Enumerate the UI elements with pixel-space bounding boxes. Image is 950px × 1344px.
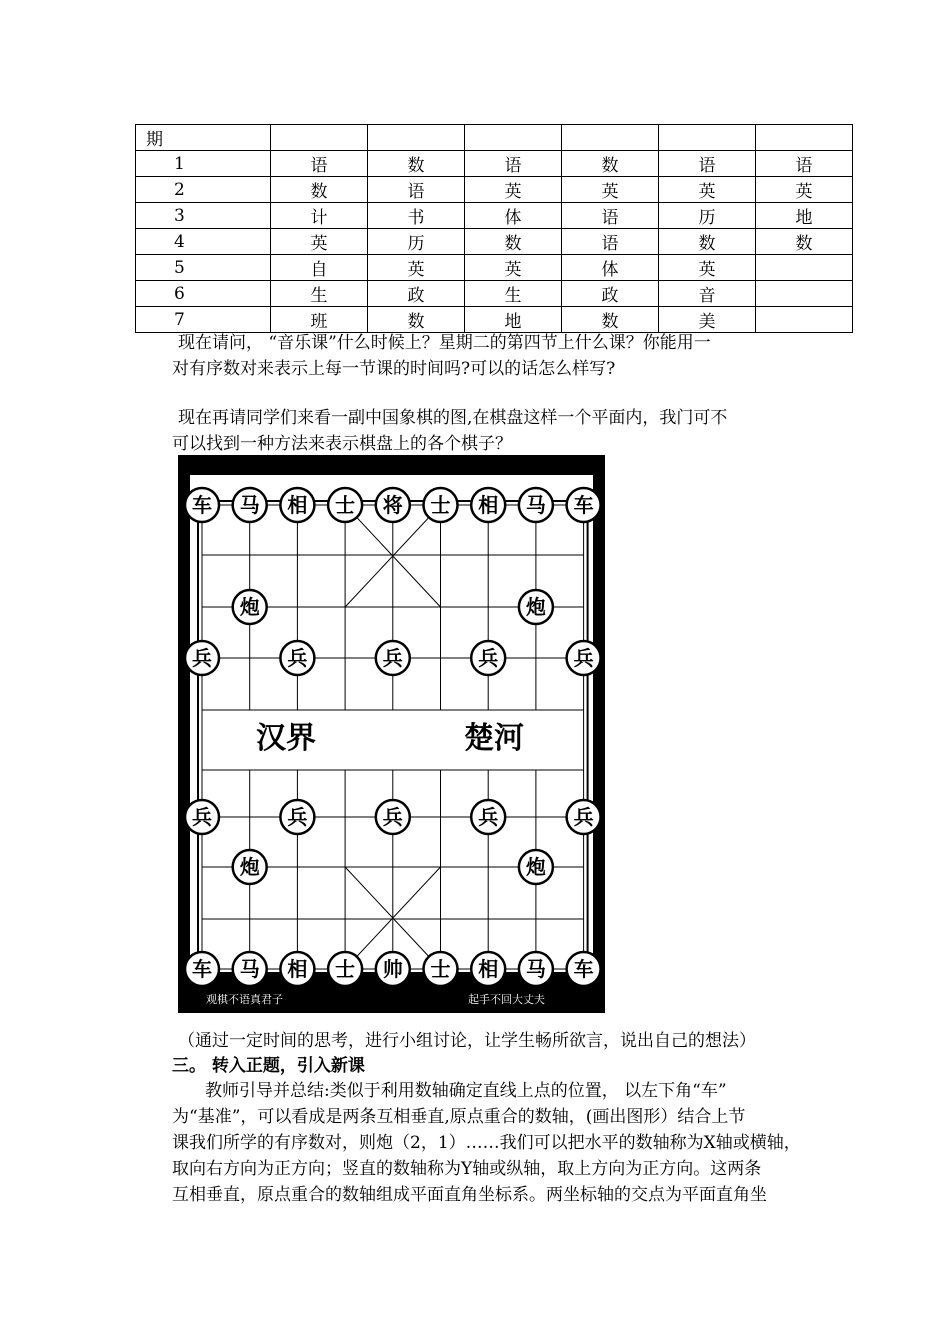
- chess-piece-label: 兵: [287, 805, 308, 829]
- chess-piece: [471, 800, 505, 834]
- table-cell: [562, 125, 659, 151]
- chess-piece: [471, 952, 505, 986]
- paragraph-discussion: （通过一定时间的思考，进行小组讨论，让学生畅所欲言，说出自己的想法）: [178, 1031, 756, 1051]
- table-cell: 数: [562, 151, 659, 177]
- table-cell: 语: [368, 177, 465, 203]
- chess-piece-label: 马: [525, 957, 546, 981]
- table-cell: 数: [562, 307, 659, 333]
- table-cell: 班: [271, 307, 368, 333]
- table-cell: 数: [465, 229, 562, 255]
- table-cell: 语: [659, 151, 756, 177]
- chess-piece: [376, 488, 410, 522]
- table-cell: 地: [756, 203, 853, 229]
- chess-piece: [233, 952, 267, 986]
- chess-piece: [471, 641, 505, 675]
- chess-piece: [328, 488, 362, 522]
- table-cell: 美: [659, 307, 756, 333]
- table-cell: 英: [562, 177, 659, 203]
- chess-piece-label: 炮: [239, 855, 260, 879]
- paragraph-question-line2: 对有序数对来表示上每一节课的时间吗?可以的话怎么样写?: [172, 359, 616, 379]
- table-cell: 历: [659, 203, 756, 229]
- paragraph-summary-line3: 课我们所学的有序数对，则炮（2，1）……我们可以把水平的数轴称为X轴或横轴，: [172, 1133, 801, 1153]
- paragraph-chess-line2: 可以找到一种方法来表示棋盘上的各个棋子？: [172, 434, 512, 454]
- table-cell-period: 7: [136, 307, 271, 333]
- paragraph-summary-line4: 取向右方向为正方向；竖直的数轴称为Y轴或纵轴，取上方向为正方向。这两条: [172, 1159, 762, 1179]
- chess-piece-label: 将: [382, 493, 403, 517]
- table-cell: 计: [271, 203, 368, 229]
- chess-piece-label: 马: [239, 957, 260, 981]
- chess-piece: [519, 850, 553, 884]
- table-cell: 英: [465, 255, 562, 281]
- chess-piece: [185, 800, 219, 834]
- table-cell: 体: [465, 203, 562, 229]
- chess-piece-label: 帅: [382, 957, 403, 981]
- schedule-table: [135, 124, 853, 333]
- table-cell: 数: [368, 151, 465, 177]
- chess-piece: [519, 488, 553, 522]
- table-row: [136, 125, 853, 151]
- chess-piece: [185, 952, 219, 986]
- table-cell: [756, 255, 853, 281]
- table-cell: 语: [465, 151, 562, 177]
- chess-piece-label: 马: [239, 493, 260, 517]
- chess-piece-label: 士: [430, 957, 451, 981]
- chess-piece-label: 士: [430, 493, 451, 517]
- chess-piece-label: 士: [335, 957, 356, 981]
- table-row: [136, 307, 853, 333]
- table-cell: 英: [271, 229, 368, 255]
- chess-piece-label: 兵: [192, 646, 212, 670]
- table-cell-period: 1: [136, 151, 271, 177]
- chess-piece: [328, 952, 362, 986]
- chess-piece: [424, 952, 458, 986]
- river-left-label: 汉界: [256, 721, 316, 756]
- chess-piece: [280, 952, 314, 986]
- chess-piece: [567, 800, 601, 834]
- chess-piece-label: 兵: [478, 805, 499, 829]
- table-cell: 英: [659, 255, 756, 281]
- table-cell: 书: [368, 203, 465, 229]
- table-row: [136, 229, 853, 255]
- table-cell: 生: [271, 281, 368, 307]
- table-cell: 政: [368, 281, 465, 307]
- table-cell: 数: [659, 229, 756, 255]
- chess-piece: [280, 641, 314, 675]
- table-cell: [368, 125, 465, 151]
- table-cell: 语: [756, 151, 853, 177]
- chess-piece: [424, 488, 458, 522]
- table-cell: 英: [368, 255, 465, 281]
- table-cell: 音: [659, 281, 756, 307]
- chess-piece: [185, 641, 219, 675]
- table-cell: 地: [465, 307, 562, 333]
- chess-piece-label: 兵: [382, 646, 403, 670]
- table-row: [136, 203, 853, 229]
- table-cell: [465, 125, 562, 151]
- table-cell: [756, 307, 853, 333]
- chess-piece-label: 炮: [525, 855, 546, 879]
- paragraph-summary-line2: 为“基准”，可以看成是两条互相垂直,原点重合的数轴，(画出图形）结合上节: [172, 1107, 746, 1127]
- table-cell: 期: [136, 125, 271, 151]
- chess-piece: [567, 641, 601, 675]
- table-row: [136, 281, 853, 307]
- chess-piece-label: 车: [192, 493, 212, 517]
- chess-piece-label: 炮: [239, 595, 260, 619]
- table-row: [136, 177, 853, 203]
- chess-piece: [376, 641, 410, 675]
- chess-piece: [376, 952, 410, 986]
- table-cell: 数: [368, 307, 465, 333]
- chess-piece: [519, 952, 553, 986]
- table-cell: 历: [368, 229, 465, 255]
- chess-piece: [233, 488, 267, 522]
- footer-right-caption: 起手不回大丈夫: [468, 993, 545, 1006]
- chess-piece-label: 相: [478, 957, 499, 981]
- chess-piece-label: 相: [478, 493, 499, 517]
- chess-piece-label: 相: [287, 957, 308, 981]
- chess-piece-label: 士: [335, 493, 356, 517]
- chess-piece: [471, 488, 505, 522]
- paragraph-chess-line1: 现在再请同学们来看一副中国象棋的图,在棋盘这样一个平面内，我门可不: [178, 408, 728, 428]
- table-row: [136, 151, 853, 177]
- table-cell: [271, 125, 368, 151]
- chess-piece-label: 兵: [478, 646, 499, 670]
- table-cell-period: 5: [136, 255, 271, 281]
- table-cell-period: 4: [136, 229, 271, 255]
- table-cell: 数: [756, 229, 853, 255]
- table-cell: 英: [659, 177, 756, 203]
- chess-piece: [185, 488, 219, 522]
- table-cell: 生: [465, 281, 562, 307]
- chess-piece: [280, 488, 314, 522]
- board-surface: [190, 475, 593, 973]
- table-cell-period: 2: [136, 177, 271, 203]
- table-cell: [659, 125, 756, 151]
- chess-piece-label: 兵: [573, 805, 594, 829]
- river-right-label: 楚河: [464, 721, 524, 756]
- table-cell: 自: [271, 255, 368, 281]
- chess-piece-label: 马: [525, 493, 546, 517]
- chess-board-figure: [178, 455, 605, 1013]
- table-cell-period: 3: [136, 203, 271, 229]
- paragraph-question-line1: 现在请问， “音乐课”什么时候上？星期二的第四节上什么课？你能用一: [178, 333, 711, 353]
- chess-piece-label: 车: [192, 957, 212, 981]
- section-heading: 三。 转入正题，引入新课: [172, 1056, 365, 1076]
- table-cell: 英: [756, 177, 853, 203]
- chess-piece-label: 兵: [287, 646, 308, 670]
- paragraph-summary-line1: 教师引导并总结:类似于利用数轴确定直线上点的位置， 以左下角“车”: [205, 1081, 727, 1101]
- chess-piece: [519, 590, 553, 624]
- chess-piece-label: 兵: [573, 646, 594, 670]
- table-cell: [756, 125, 853, 151]
- paragraph-summary-line5: 互相垂直，原点重合的数轴组成平面直角坐标系。两坐标轴的交点为平面直角坐: [172, 1185, 767, 1205]
- footer-left-caption: 观棋不语真君子: [206, 993, 283, 1006]
- chess-piece: [567, 952, 601, 986]
- chess-piece: [376, 800, 410, 834]
- chess-piece-label: 相: [287, 493, 308, 517]
- chess-piece-label: 兵: [192, 805, 212, 829]
- table-cell: 英: [465, 177, 562, 203]
- table-row: [136, 255, 853, 281]
- table-cell: 数: [271, 177, 368, 203]
- table-cell: 语: [562, 203, 659, 229]
- chess-piece: [280, 800, 314, 834]
- table-cell: 语: [562, 229, 659, 255]
- chess-piece-label: 炮: [525, 595, 546, 619]
- chess-piece: [233, 590, 267, 624]
- chess-piece-label: 车: [573, 957, 594, 981]
- table-cell: [756, 281, 853, 307]
- chess-piece-label: 车: [573, 493, 594, 517]
- table-cell-period: 6: [136, 281, 271, 307]
- table-cell: 体: [562, 255, 659, 281]
- chess-piece: [567, 488, 601, 522]
- chess-piece: [233, 850, 267, 884]
- table-cell: 语: [271, 151, 368, 177]
- chess-piece-label: 兵: [382, 805, 403, 829]
- table-cell: 政: [562, 281, 659, 307]
